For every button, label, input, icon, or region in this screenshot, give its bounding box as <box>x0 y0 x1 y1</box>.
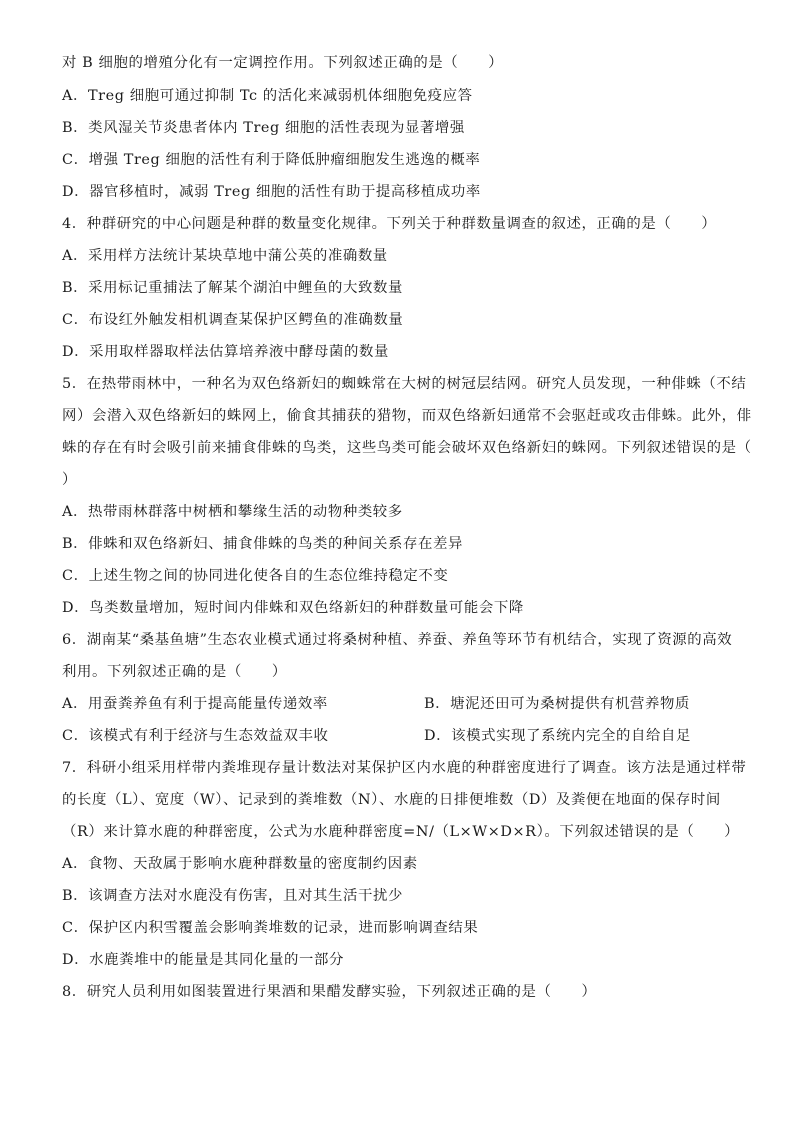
q7-option-a: A．食物、天敌属于影响水鹿种群数量的密度制约因素 <box>62 856 418 872</box>
q4-option-a: A．采用样方法统计某块草地中蒲公英的准确数量 <box>62 248 388 264</box>
q4-option-d: D．采用取样器取样法估算培养液中酵母菌的数量 <box>62 344 389 360</box>
q4-option-b: B．采用标记重捕法了解某个湖泊中鲤鱼的大致数量 <box>62 280 403 296</box>
q7-stem-line-3: （R）来计算水鹿的种群密度，公式为水鹿种群密度=N/（L×W×D×R）。下列叙述错误的是（ ） <box>62 824 740 840</box>
q5-option-a: A．热带雨林群落中树栖和攀缘生活的动物种类较多 <box>62 504 403 520</box>
q3-option-b: B．类风湿关节炎患者体内 Treg 细胞的活性表现为显著增强 <box>62 120 465 136</box>
q7-stem-line-1: 7．科研小组采用样带内粪堆现存量计数法对某保护区内水鹿的种群密度进行了调查。该方法是通过样带 <box>62 760 747 776</box>
q6-option-a: A．用蚕粪养鱼有利于提高能量传递效率 <box>62 696 328 712</box>
q3-option-a: A．Treg 细胞可通过抑制 Tc 的活化来减弱机体细胞免疫应答 <box>62 88 473 104</box>
q3-stem-continuation: 对 B 细胞的增殖分化有一定调控作用。下列叙述正确的是（ ） <box>62 55 504 71</box>
q6-option-c: C．该模式有利于经济与生态效益双丰收 <box>62 728 329 744</box>
q5-stem-line-2: 网）会潜入双色络新妇的蛛网上，偷食其捕获的猎物，而双色络新妇通常不会驱赶或攻击俳蛛。此外，俳 <box>62 408 752 424</box>
q8-stem: 8．研究人员利用如图装置进行果酒和果醋发酵实验，下列叙述正确的是（ ） <box>62 984 597 1000</box>
q5-stem-line-4: ） <box>62 472 77 488</box>
q6-stem-line-2: 利用。下列叙述正确的是（ ） <box>62 664 287 680</box>
q7-option-c: C．保护区内积雪覆盖会影响粪堆数的记录，进而影响调查结果 <box>62 920 479 936</box>
q5-option-c: C．上述生物之间的协同进化使各自的生态位维持稳定不变 <box>62 568 449 584</box>
q4-option-c: C．布设红外触发相机调查某保护区鳄鱼的准确数量 <box>62 312 404 328</box>
q7-option-b: B．该调查方法对水鹿没有伤害，且对其生活干扰少 <box>62 888 403 904</box>
q7-option-d: D．水鹿粪堆中的能量是其同化量的一部分 <box>62 952 344 968</box>
q5-option-b: B．俳蛛和双色络新妇、捕食俳蛛的鸟类的种间关系存在差异 <box>62 536 463 552</box>
q6-options-row-2 <box>62 726 762 746</box>
q3-option-c: C．增强 Treg 细胞的活性有利于降低肿瘤细胞发生逃逸的概率 <box>62 152 481 168</box>
q5-stem-line-3: 蛛的存在有时会吸引前来捕食俳蛛的鸟类，这些鸟类可能会破坏双色络新妇的蛛网。下列叙述错误的是（ <box>62 440 752 456</box>
q6-options-row-1 <box>62 694 762 714</box>
q6-stem-line-1: 6．湖南某“桑基鱼塘”生态农业模式通过将桑树种植、养蚕、养鱼等环节有机结合，实现了资源的高效 <box>62 632 733 648</box>
q6-option-d: D．该模式实现了系统内完全的自给自足 <box>424 728 691 744</box>
q4-stem: 4．种群研究的中心问题是种群的数量变化规律。下列关于种群数量调查的叙述，正确的是（ ） <box>62 216 717 232</box>
q3-option-d: D．器官移植时，减弱 Treg 细胞的活性有助于提高移植成功率 <box>62 184 481 200</box>
q5-option-d: D．鸟类数量增加，短时间内俳蛛和双色络新妇的种群数量可能会下降 <box>62 600 524 616</box>
q7-stem-line-2: 的长度（L）、宽度（W）、记录到的粪堆数（N）、水鹿的日排便堆数（D）及粪便在地面的保存时间 <box>62 792 721 808</box>
q5-stem-line-1: 5．在热带雨林中，一种名为双色络新妇的蜘蛛常在大树的树冠层结网。研究人员发现，一种俳蛛（不结 <box>62 376 747 392</box>
q6-option-b: B．塘泥还田可为桑树提供有机营养物质 <box>424 696 691 712</box>
